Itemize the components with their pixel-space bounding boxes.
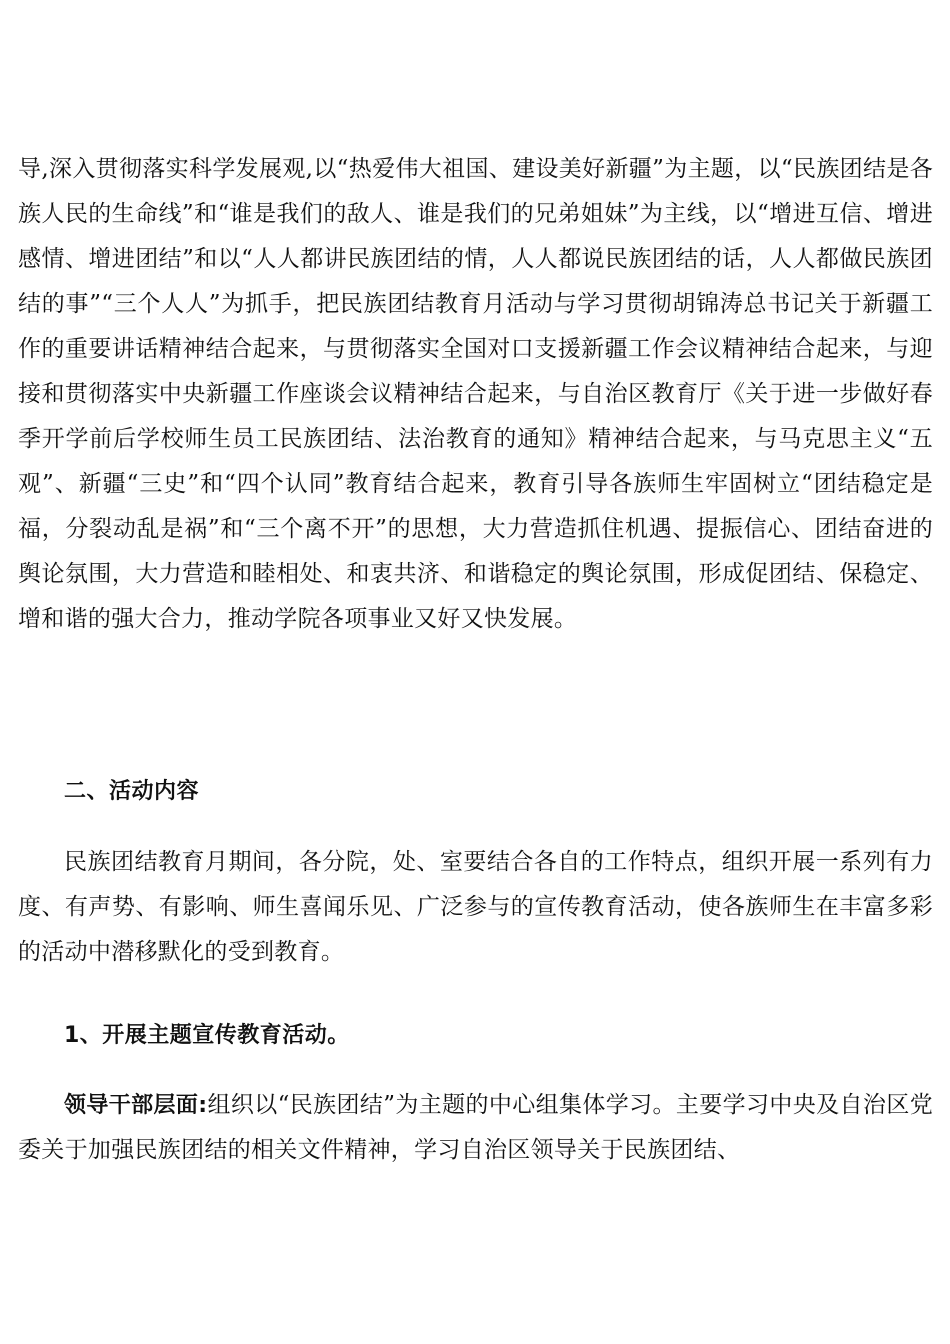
paragraph-body-text: 组织以“民族团结”为主题的中心组集体学习。主要学习中央及自治区党委关于加强民族团结的相关文件精神，学习自治区领导关于民族团结、 <box>18 1092 933 1163</box>
body-paragraph-leadership-level <box>18 1083 933 1173</box>
body-paragraph-guiding-ideology: 导,深入贯彻落实科学发展观,以“热爱伟大祖国、建设美好新疆”为主题，以“民族团结是各族人民的生命线”和“谁是我们的敌人、谁是我们的兄弟姐妹”为主线，以“增进互信、增进感情、增进团结”和以“人人都讲民族团结的情，人人都说民族团结的话，人人都做民族团结的事”“三个人人”为抓手，把民族团结教育月活动与学习贯彻胡锦涛总书记关于新疆工作的重要讲话精神结合起来，与贯彻落实全国对口支援新疆工作会议精神结合起来，与迎接和贯彻落实中央新疆工作座谈会议精神结合起来，与自治区教育厅《关于进一步做好春季开学前后学校师生员工民族团结、法治教育的通知》精神结合起来，与马克思主义“五观”、新疆“三史”和“四个认同”教育结合起来，教育引导各族师生牢固树立“团结稳定是福，分裂动乱是祸”和“三个离不开”的思想，大力营造抓住机遇、提振信心、团结奋进的舆论氛围，大力营造和睦相处、和衷共济、和谐稳定的舆论氛围，形成促团结、保稳定、增和谐的强大合力，推动学院各项事业又好又快发展。 <box>18 156 933 632</box>
body-paragraph-activity-overview: 民族团结教育月期间，各分院，处、室要结合各自的工作特点，组织开展一系列有力度、有声势、有影响、师生喜闻乐见、广泛参与的宣传教育活动，使各族师生在丰富多彩的活动中潜移默化的受到教育。 <box>18 849 933 965</box>
paragraph-lead-label: 领导干部层面: <box>64 1093 208 1118</box>
subsection-heading-theme-education: 1、开展主题宣传教育活动。 <box>64 1023 350 1048</box>
section-heading-activity-content: 二、活动内容 <box>64 779 200 804</box>
